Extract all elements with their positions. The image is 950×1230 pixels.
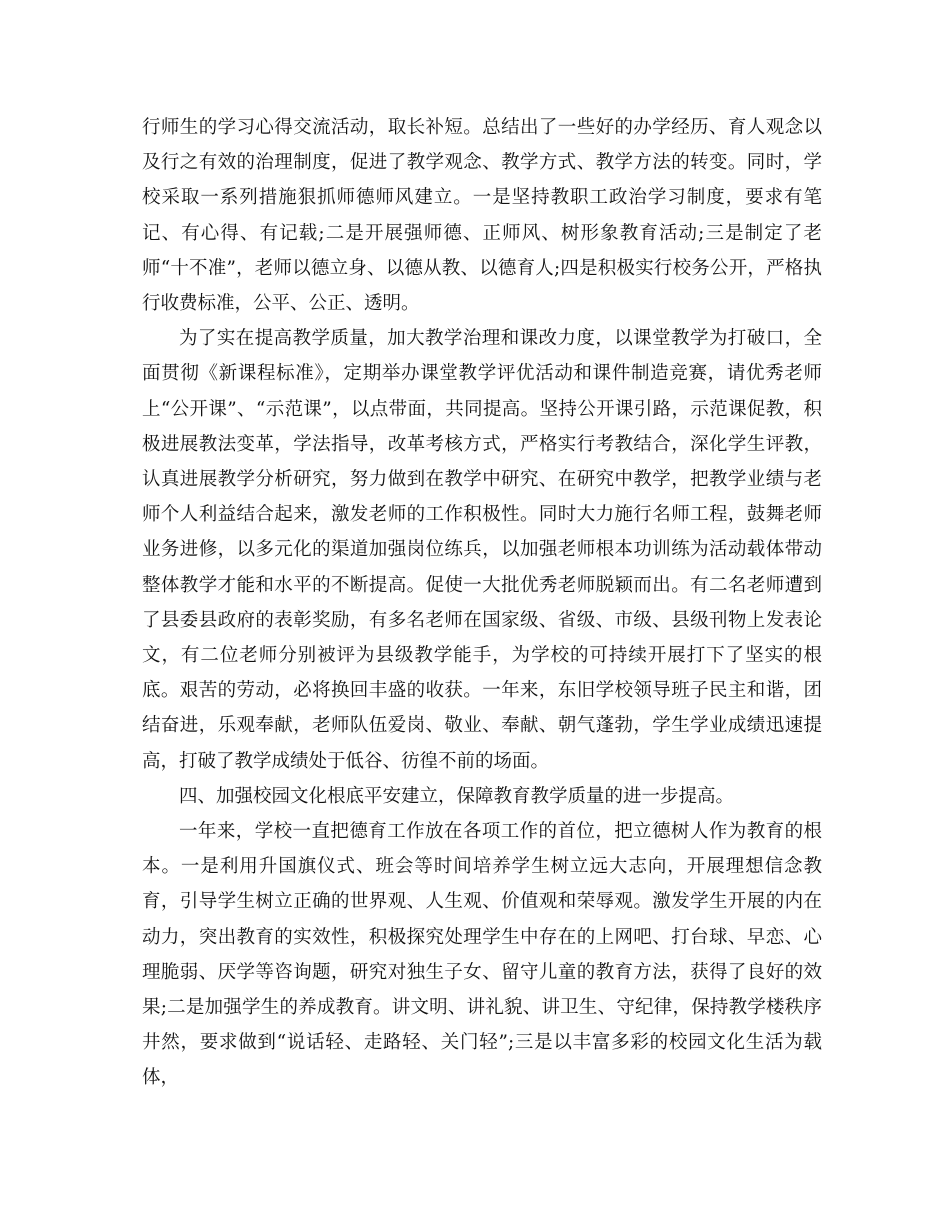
paragraph-1: 行师生的学习心得交流活动，取长补短。总结出了一些好的办学经历、育人观念以及行之有效的治理制度，促进了教学观念、教学方式、教学方法的转变。同时，学校采取一系列措施狠抓师德师风建立。一是坚持教职工政治学习制度，要求有笔记、有心得、有记载;二是开展强师德、正师风、树形象教育活动;三是制定了老师“十不准”，老师以德立身、以德从教、以德育人;四是积极实行校务公开，严格执行收费标准，公平、公正、透明。 bbox=[142, 117, 822, 315]
document-page bbox=[142, 110, 822, 1096]
paragraph-3: 一年来，学校一直把德育工作放在各项工作的首位，把立德树人作为教育的根本。一是利用升国旗仪式、班会等时间培养学生树立远大志向，开展理想信念教育，引导学生树立正确的世界观、人生观、价值观和荣辱观。激发学生开展的内在动力，突出教育的实效性，积极探究处理学生中存在的上网吧、打台球、早恋、心理脆弱、厌学等咨询题，研究对独生子女、留守儿童的教育方法，获得了良好的效果;二是加强学生的养成教育。讲文明、讲礼貌、讲卫生、守纪律，保持教学楼秩序井然，要求做到“说话轻、走路轻、关门轻”;三是以丰富多彩的校园文化生活为载体， bbox=[142, 821, 822, 1089]
paragraph-2: 为了实在提高教学质量，加大教学治理和课改力度，以课堂教学为打破口，全面贯彻《新课程标准》，定期举办课堂教学评优活动和课件制造竞赛，请优秀老师上“公开课”、“示范课”，以点带面，共同提高。坚持公开课引路，示范课促教，积极进展教法变革，学法指导，改革考核方式，严格实行考教结合，深化学生评教，认真进展教学分析研究，努力做到在教学中研究、在研究中教学，把教学业绩与老师个人利益结合起来，激发老师的工作积极性。同时大力施行名师工程，鼓舞老师业务进修，以多元化的渠道加强岗位练兵，以加强老师根本功训练为活动载体带动整体教学才能和水平的不断提高。促使一大批优秀老师脱颖而出。有二名老师遭到了县委县政府的表彰奖励，有多名老师在国家级、省级、市级、县级刊物上发表论文，有二位老师分别被评为县级教学能手，为学校的可持续开展打下了坚实的根底。艰苦的劳动，必将换回丰盛的收获。一年来，东旧学校领导班子民主和谐，团结奋进，乐观奉献，老师队伍爱岗、敬业、奉献、朝气蓬勃，学生学业成绩迅速提高，打破了教学成绩处于低谷、彷徨不前的场面。 bbox=[142, 328, 822, 772]
section-heading: 四、加强校园文化根底平安建立，保障教育教学质量的进一步提高。 bbox=[179, 785, 735, 807]
